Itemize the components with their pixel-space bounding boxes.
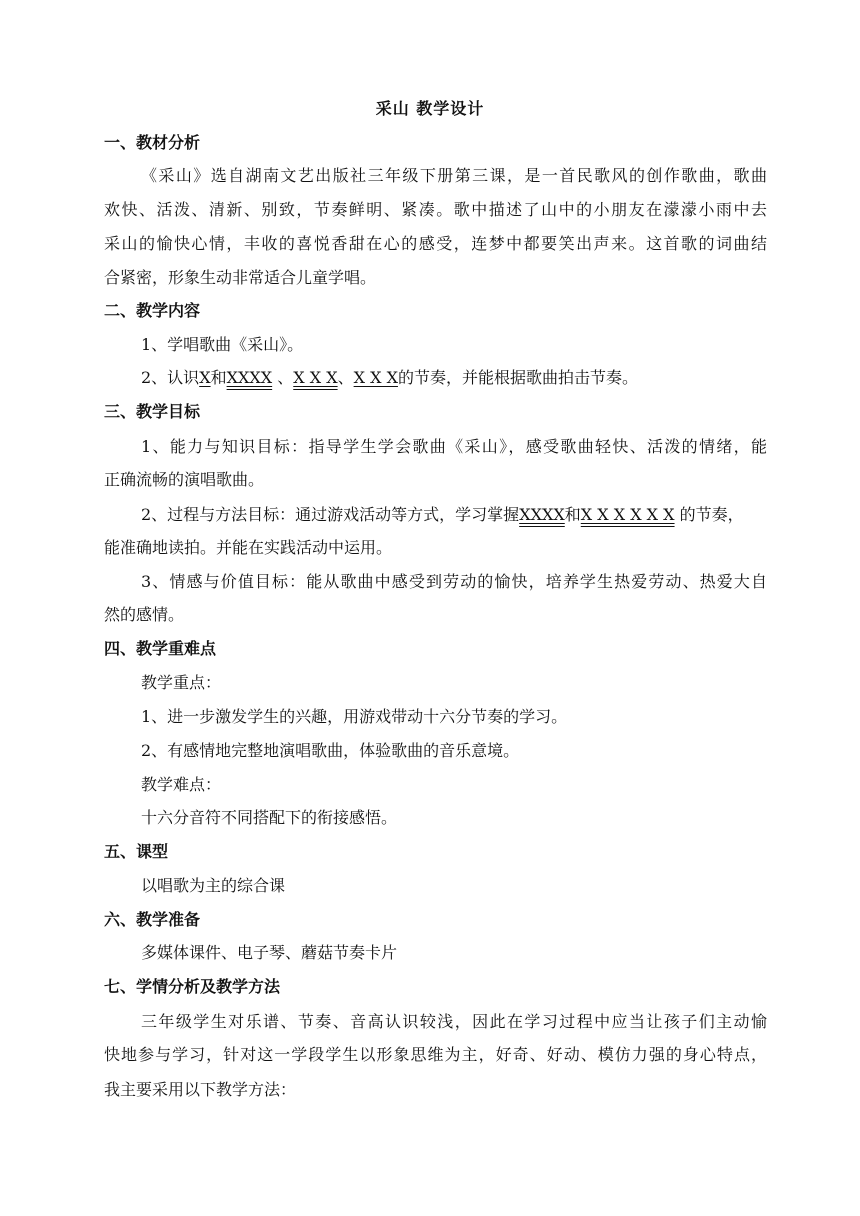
difficulty-label: 教学难点：: [141, 775, 222, 794]
section-6-heading: 六、教学准备: [104, 910, 201, 929]
goal-2-rhythm-xxxx: XXXX: [519, 505, 565, 524]
section-1-paragraph-line-2: 欢快、活泼、清新、别致，节奏鲜明、紧凑。歌中描述了山中的小朋友在濛濛小雨中去: [104, 200, 767, 219]
content-item-1: 1、学唱歌曲《采山》。: [141, 335, 304, 354]
content-item-2-suffix: 的节奏，并能根据歌曲拍击节奏。: [397, 368, 638, 387]
section-7-paragraph-line-1: 三年级学生对乐谱、节奏、音高认识较浅，因此在学习过程中应当让孩子们主动愉: [141, 1012, 767, 1031]
section-7-paragraph-line-3: 我主要采用以下教学方法：: [104, 1080, 297, 1099]
section-1-paragraph-line-4: 合紧密，形象生动非常适合儿童学唱。: [104, 268, 377, 287]
section-5-heading: 五、课型: [104, 842, 169, 861]
lesson-type: 以唱歌为主的综合课: [141, 876, 286, 895]
goal-3-line-1: 3、情感与价值目标：能从歌曲中感受到劳动的愉快，培养学生热爱劳动、热爱大自: [141, 572, 767, 591]
goal-2-rhythm-x-x-x-x-x-x: X X X X X X: [580, 505, 675, 524]
section-4-heading: 四、教学重难点: [104, 639, 217, 658]
goal-2-and: 和: [564, 505, 581, 524]
section-3-heading: 三、教学目标: [104, 402, 201, 421]
content-item-2-sep-2: 、: [337, 368, 354, 387]
rhythm-xxxx: XXXX: [226, 368, 273, 387]
goal-2-line-1: [141, 505, 744, 525]
section-7-paragraph-line-2: 快地参与学习，针对这一学段学生以形象思维为主，好奇、好动、模仿力强的身心特点，: [104, 1045, 767, 1064]
rhythm-x-x-x-1: X X X: [293, 368, 338, 387]
goal-3-line-2: 然的感情。: [104, 605, 185, 624]
section-7-heading: 七、学情分析及教学方法: [104, 977, 281, 996]
goal-2-suffix: 的节奏，: [674, 505, 744, 524]
rhythm-x: X: [199, 368, 211, 387]
goal-1-line-2: 正确流畅的演唱歌曲。: [104, 470, 265, 489]
difficulty-1: 十六分音符不同搭配下的衔接感悟。: [141, 808, 398, 827]
goal-1-line-1: 1、能力与知识目标：指导学生学会歌曲《采山》，感受歌曲轻快、活泼的情绪，能: [141, 437, 767, 456]
section-1-paragraph-line-3: 采山的愉快心情，丰收的喜悦香甜在心的感受，连梦中都要笑出声来。这首歌的词曲结: [104, 234, 767, 253]
content-item-2-prefix: 2、认识: [141, 368, 200, 387]
key-point-1: 1、进一步激发学生的兴趣，用游戏带动十六分节奏的学习。: [141, 707, 568, 726]
section-1-heading: 一、教材分析: [104, 133, 201, 152]
key-point-2: 2、有感情地完整地演唱歌曲，体验歌曲的音乐意境。: [141, 741, 520, 760]
goal-2-prefix: 2、过程与方法目标：通过游戏活动等方式，学习掌握: [141, 505, 520, 524]
section-2-heading: 二、教学内容: [104, 301, 201, 320]
rhythm-x-x-x-2: X X X: [353, 368, 398, 387]
content-item-2: [141, 368, 638, 388]
preparation-materials: 多媒体课件、电子琴、蘑菇节奏卡片: [141, 943, 398, 962]
section-1-paragraph-line-1: 《采山》选自湖南文艺出版社三年级下册第三课，是一首民歌风的创作歌曲，歌曲: [141, 166, 767, 185]
document-title: 采山 教学设计: [375, 99, 485, 118]
content-item-2-sep-1: 、: [272, 368, 294, 387]
goal-2-line-2: 能准确地读拍。并能在实践活动中运用。: [104, 538, 393, 557]
key-points-label: 教学重点：: [141, 673, 222, 692]
content-item-2-and: 和: [210, 368, 227, 387]
